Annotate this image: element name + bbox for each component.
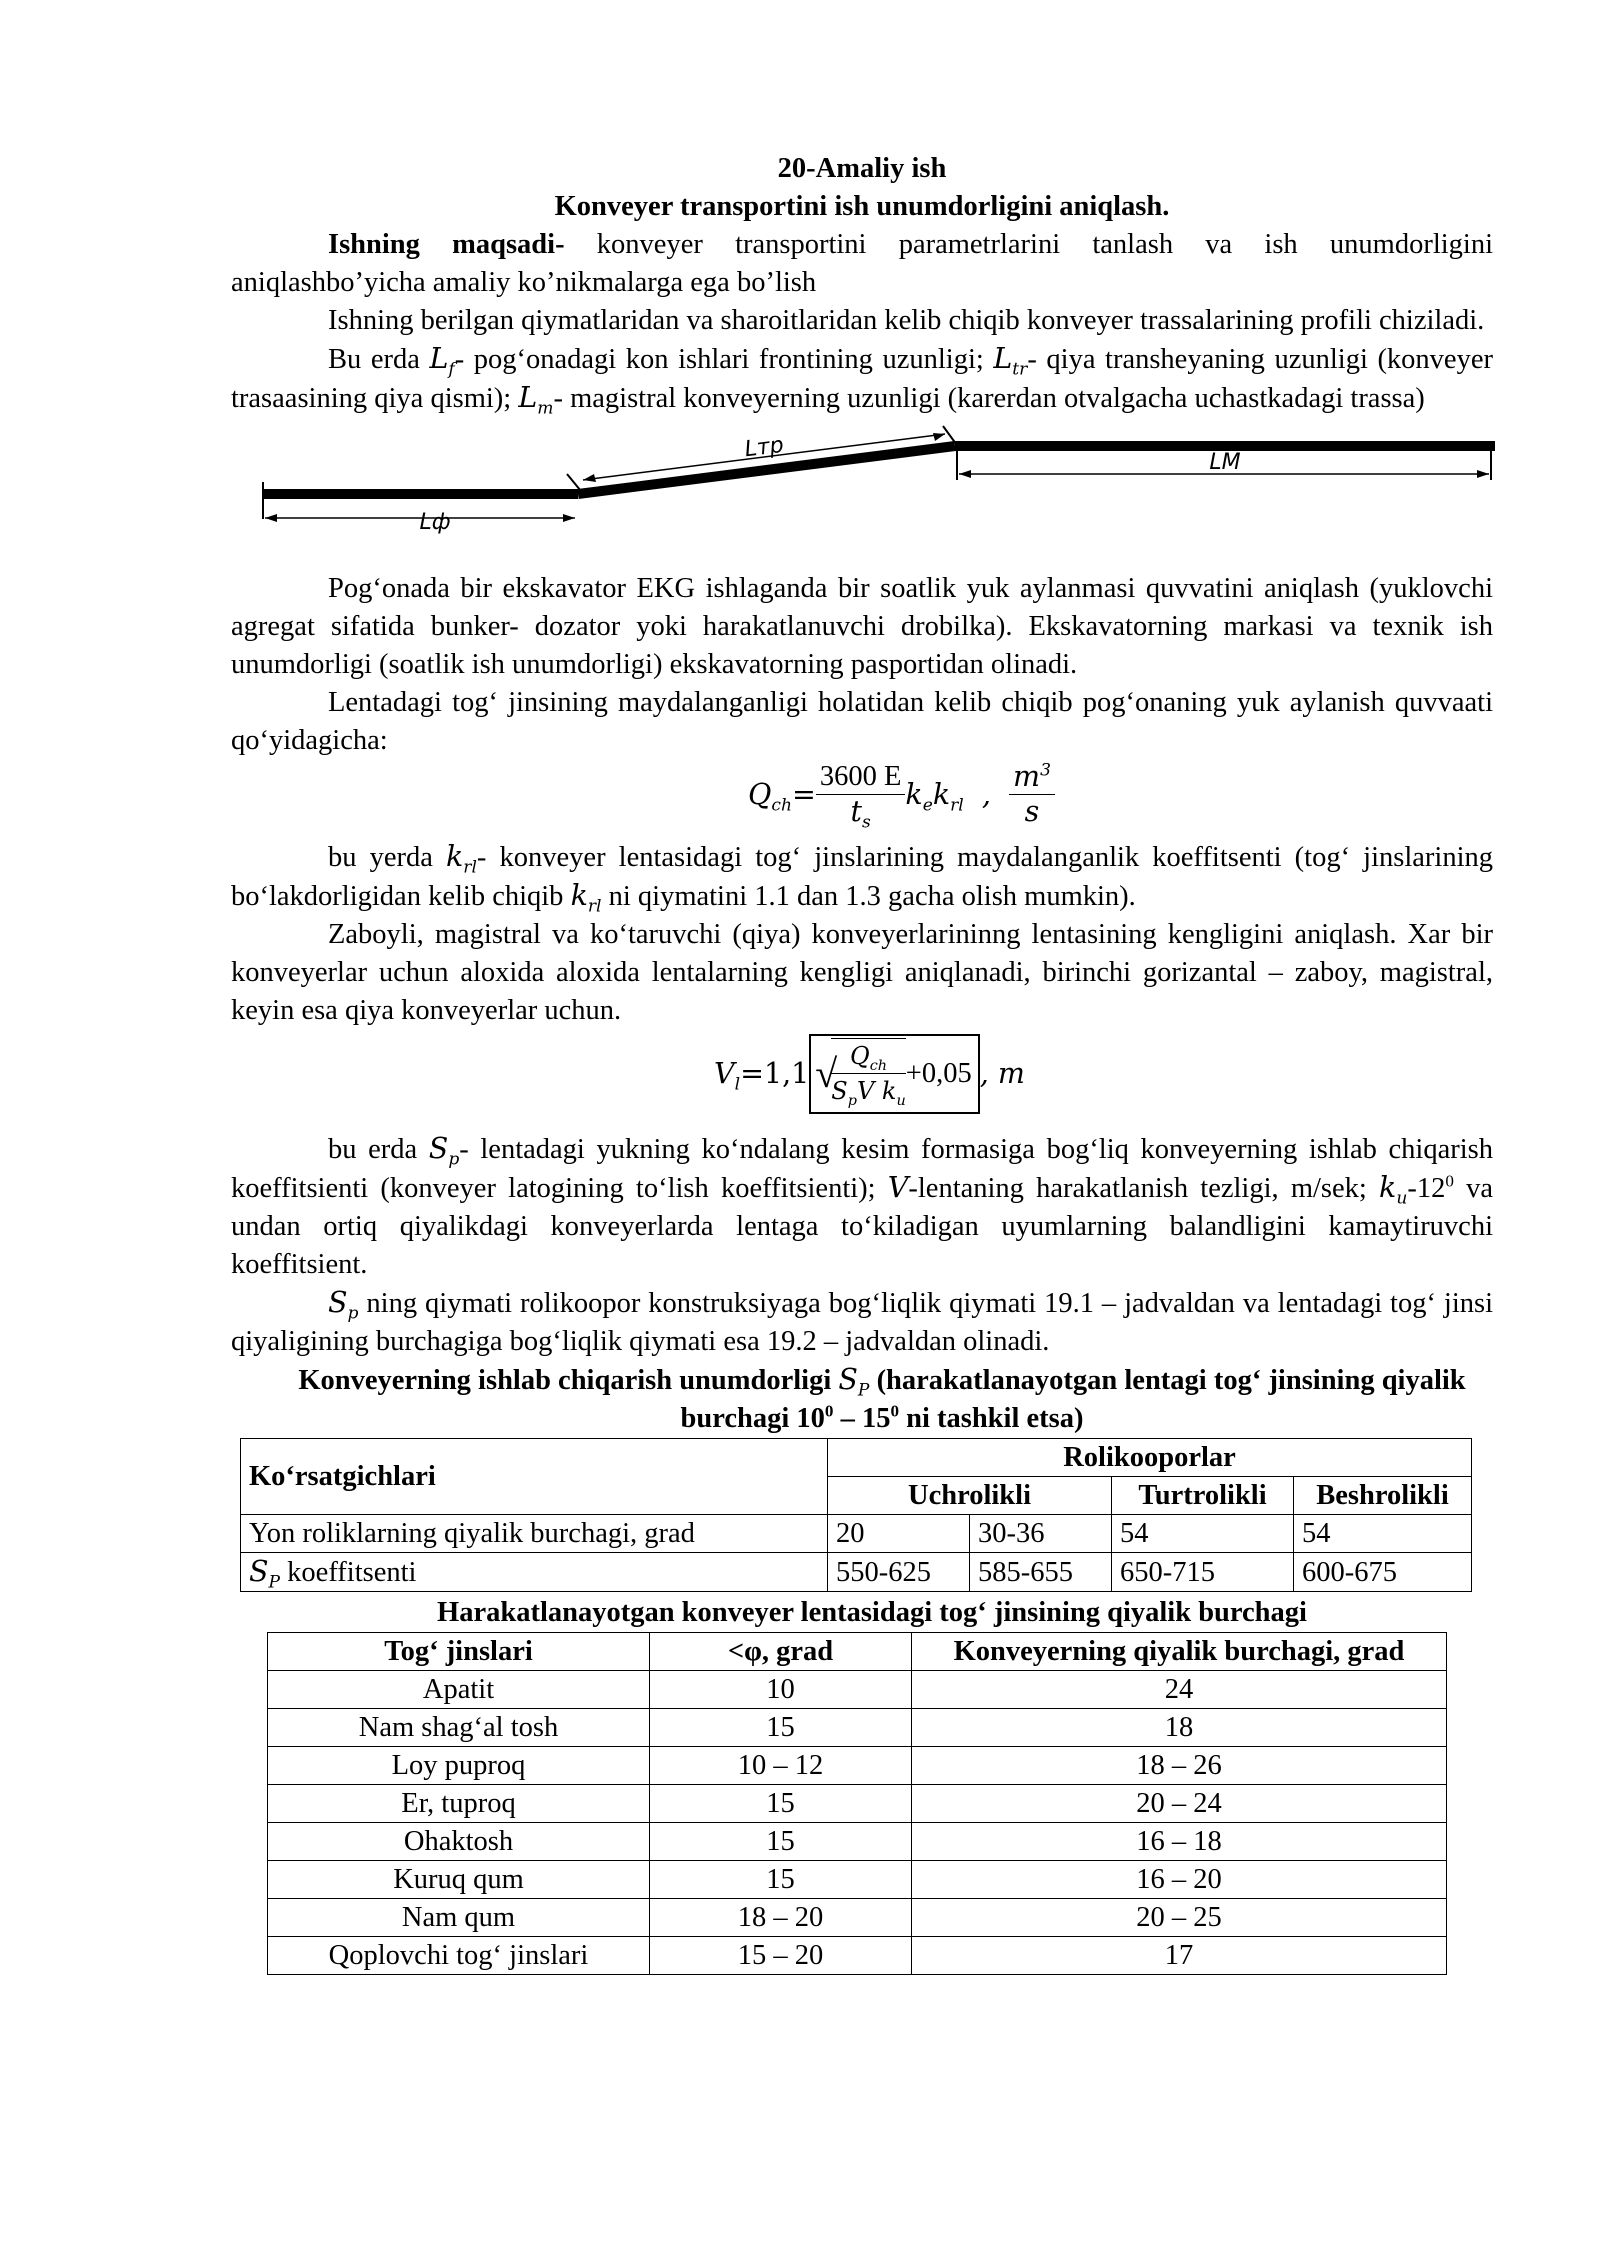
- paragraph-belt-width: Zaboyli, magistral va ko‘taruvchi (qiya) konveyerlarininng lentasining kengligini aniqlash. Xar bir konveyerlar uchun aloxida aloxida lentalarning kengligi aniqlanadi, birinchi gorizantal – zaboy, magistral, keyin esa qiya konveyerlar uchun.: [231, 919, 1493, 1026]
- formula-qch: [231, 760, 1493, 838]
- document-page: [231, 150, 1493, 1975]
- formula-qch-unit: $\frac{m^3}{s}$: [1009, 760, 1055, 829]
- paragraph-load-capacity: Lentadagi tog‘ jinsining maydalanganligi holatidan kelib chiqib pog‘onaning yuk aylanish quvvaati qo‘yidagicha:: [231, 687, 1493, 756]
- table-cell: $S_P$ koeffitsenti: [241, 1553, 828, 1592]
- table-row: [268, 1937, 1447, 1975]
- purpose-lead: Ishning maqsadi-: [328, 229, 565, 260]
- formula-qch-coefficients: $k_ek_{rl}$ ,: [905, 777, 1010, 816]
- table-rock-angles: [267, 1632, 1447, 1975]
- formula-belt-width: [231, 1030, 1493, 1130]
- symbol-ku: $k_u$: [1379, 1171, 1408, 1209]
- conveyor-profile-diagram: [245, 424, 1495, 534]
- symbol-sp: $S_p$: [428, 1132, 460, 1170]
- table-row: [241, 1553, 1472, 1592]
- def-text-1: Bu erda: [328, 344, 430, 375]
- table-cell: 16 – 20: [912, 1861, 1447, 1899]
- table-cell: 15 – 20: [650, 1937, 912, 1975]
- table-cell: Nam qum: [268, 1899, 650, 1937]
- face-arrow-left: [265, 514, 277, 522]
- symbol-v: V: [887, 1171, 909, 1204]
- def-text-2: - pog‘onadagi kon ishlari frontining uzunligi;: [454, 344, 994, 375]
- main-arrow-right: [1477, 470, 1489, 478]
- table-cell: 600-675: [1294, 1553, 1472, 1592]
- main-arrow-left: [959, 470, 971, 478]
- sp-value-text: ning qiymati rolikoopor konstruksiyaga bog‘liqlik qiymati 19.1 – jadvaldan va lentadagi tog‘ jinsi qiyaligining burchagiga bog‘liqlik qiymati esa 19.2 – jadvaldan olinadi.: [231, 1288, 1493, 1357]
- table-cell: 15: [650, 1709, 912, 1747]
- paragraph-sp-value: [231, 1284, 1493, 1361]
- sp-text-2: - lentadagi yukning ko‘ndalang kesim formasiga bog‘liq konveyerning ishlab chiqarish koeffitsienti (konveyer latogining to‘lish koeffitsienti);: [231, 1134, 1494, 1204]
- table-row: [268, 1899, 1447, 1937]
- table-cell: 54: [1112, 1515, 1294, 1553]
- paragraph-krl: [231, 838, 1493, 916]
- document-subtitle: Konveyer transportini ish unumdorligini aniqlash.: [554, 191, 1170, 222]
- table-row: [241, 1515, 1472, 1553]
- document-title: 20-Amaliy ish: [777, 153, 947, 184]
- def-text-3: - qiya transheyaning uzunligi (konveyer trasaasining qiya qismi);: [231, 344, 1493, 414]
- incline-arrow-top: [933, 433, 945, 441]
- formula-vl-lhs: $V_l=1,1$: [714, 1057, 810, 1095]
- table-cell: Qoplovchi tog‘ jinslari: [268, 1937, 650, 1975]
- table-cell: 16 – 18: [912, 1823, 1447, 1861]
- table-cell: Nam shag‘al tosh: [268, 1709, 650, 1747]
- table-cell: 54: [1294, 1515, 1472, 1553]
- sp-degree: 0: [1445, 1171, 1454, 1191]
- symbol-sp-2: $S_p$: [328, 1286, 359, 1324]
- symbol-krl: $k_{rl}$: [446, 840, 477, 878]
- incline-arrow-bottom: [583, 474, 596, 482]
- purpose-text: konveyer transportini parametrlarini tanlash va ish unumdorligini aniqlashbo’yicha amaliy ko’nikmalarga ega bo’lish: [231, 229, 1493, 298]
- table-cell: 20 – 24: [912, 1785, 1447, 1823]
- paragraph-excavator: Pog‘onada bir ekskavator EKG ishlaganda bir soatlik yuk aylanmasi quvvatini aniqlash (yuklovchi agregat sifatida bunker- dozator yoki harakatlanuvchi drobilka). Ekskavatorning markasi va texnik ish unumdorligi (soatlik ish unumdorligi) ekskavatorning pasportidan olinadi.: [231, 573, 1493, 680]
- table2-header-rock: Tog‘ jinslari: [268, 1633, 650, 1671]
- formula-vl-unit: , m: [979, 1057, 1025, 1090]
- sp-text-5: va undan ortiq qiyalikdagi konveyerlarda lentaga to‘kiladigan uyumlarning balandligini kamaytiruvchi koeffitsient.: [231, 1173, 1493, 1280]
- table-cell: 15: [650, 1861, 912, 1899]
- krl-text-3: ni qiymatini 1.1 dan 1.3 gacha olish mumkin).: [601, 881, 1136, 912]
- def-text-4: - magistral konveyerning uzunligi (karerdan otvalgacha uchastkadagi trassa): [553, 383, 1425, 414]
- table2-header-angle: Konveyerning qiyalik burchagi, grad: [912, 1633, 1447, 1671]
- table-row: [268, 1671, 1447, 1709]
- table-cell: Kuruq qum: [268, 1861, 650, 1899]
- sp-text-1: bu erda: [328, 1134, 429, 1165]
- symbol-lf: $L_f$: [429, 342, 455, 380]
- sp-text-4: -12: [1407, 1173, 1446, 1204]
- table1-caption: Konveyerning ishlab chiqarish unumdorligi $S_P$ (harakatlanayotgan lentagi tog‘ jinsining qiyalik burchagi $10^0 - 15^0$ ni tashkil etsa): [298, 1363, 1466, 1434]
- paragraph-purpose: [231, 226, 1493, 302]
- sp-text-3: -lentaning harakatlanish tezligi, m/sek;: [908, 1173, 1380, 1204]
- table-cell: 10: [650, 1671, 912, 1709]
- paragraph-definitions: [231, 340, 1493, 418]
- table-cell: 650-715: [1112, 1553, 1294, 1592]
- table-row: [268, 1785, 1447, 1823]
- table-cell: 10 – 12: [650, 1747, 912, 1785]
- table-row: [268, 1747, 1447, 1785]
- formula-bracket: √ $\frac{Q_{ch}}{S_pV k_u}$ +0,05: [809, 1034, 979, 1114]
- krl-text-1: bu yerda: [328, 842, 446, 873]
- table-rolikooporlar: [240, 1438, 1472, 1592]
- table-cell: 18 – 20: [650, 1899, 912, 1937]
- table-row: [268, 1861, 1447, 1899]
- table-cell: Er, tuproq: [268, 1785, 650, 1823]
- label-lf: Lф: [419, 510, 451, 534]
- table-cell: Ohaktosh: [268, 1823, 650, 1861]
- paragraph-sp: [231, 1130, 1493, 1284]
- table-cell: Yon roliklarning qiyalik burchagi, grad: [241, 1515, 828, 1553]
- table-cell: 24: [912, 1671, 1447, 1709]
- table-cell: Loy puproq: [268, 1747, 650, 1785]
- table-cell: 30-36: [970, 1515, 1112, 1553]
- label-lm: LМ: [1209, 450, 1241, 475]
- table-cell: 17: [912, 1937, 1447, 1975]
- paragraph-profile: Ishning berilgan qiymatlaridan va sharoitlaridan kelib chiqib konveyer trassalarining profili chiziladi.: [328, 305, 1485, 336]
- table-cell: 18: [912, 1709, 1447, 1747]
- table-cell: 18 – 26: [912, 1747, 1447, 1785]
- formula-qch-fraction: $\frac{3600 E}{t_s}$: [816, 760, 906, 829]
- table-cell: 15: [650, 1785, 912, 1823]
- table2-caption: Harakatlanayotgan konveyer lentasidagi tog‘ jinsining qiyalik burchagi: [437, 1597, 1307, 1628]
- formula-qch-lhs: $Q_{ch}=$: [748, 777, 816, 816]
- table-cell: 550-625: [828, 1553, 970, 1592]
- table1-header-beshrolikli: Beshrolikli: [1294, 1477, 1472, 1515]
- table1-header-turtrolikli: Turtrolikli: [1112, 1477, 1294, 1515]
- table2-header-phi: <φ, grad: [650, 1633, 912, 1671]
- table-cell: 20 – 25: [912, 1899, 1447, 1937]
- table1-header-uchrolikli: Uchrolikli: [828, 1477, 1112, 1515]
- krl-text-2: - konveyer lentasidagi tog‘ jinslarining maydalanganlik koeffitsenti (tog‘ jinslarining bo‘lakdorligidan kelib chiqib: [231, 842, 1493, 912]
- table-cell: 15: [650, 1823, 912, 1861]
- symbol-krl-2: $k_{rl}$: [570, 879, 602, 917]
- symbol-ltr: $L_{tr}$: [993, 342, 1028, 380]
- face-arrow-right: [563, 514, 575, 522]
- symbol-lm: $L_m$: [518, 381, 554, 419]
- table-cell: Apatit: [268, 1671, 650, 1709]
- label-ltr: Lтр: [743, 432, 786, 463]
- table-row: [268, 1709, 1447, 1747]
- table1-header-label: Ko‘rsatgichlari: [241, 1439, 828, 1515]
- table-row: [268, 1823, 1447, 1861]
- table-cell: 20: [828, 1515, 970, 1553]
- table-cell: 585-655: [970, 1553, 1112, 1592]
- table1-header-group: Rolikooporlar: [828, 1439, 1472, 1477]
